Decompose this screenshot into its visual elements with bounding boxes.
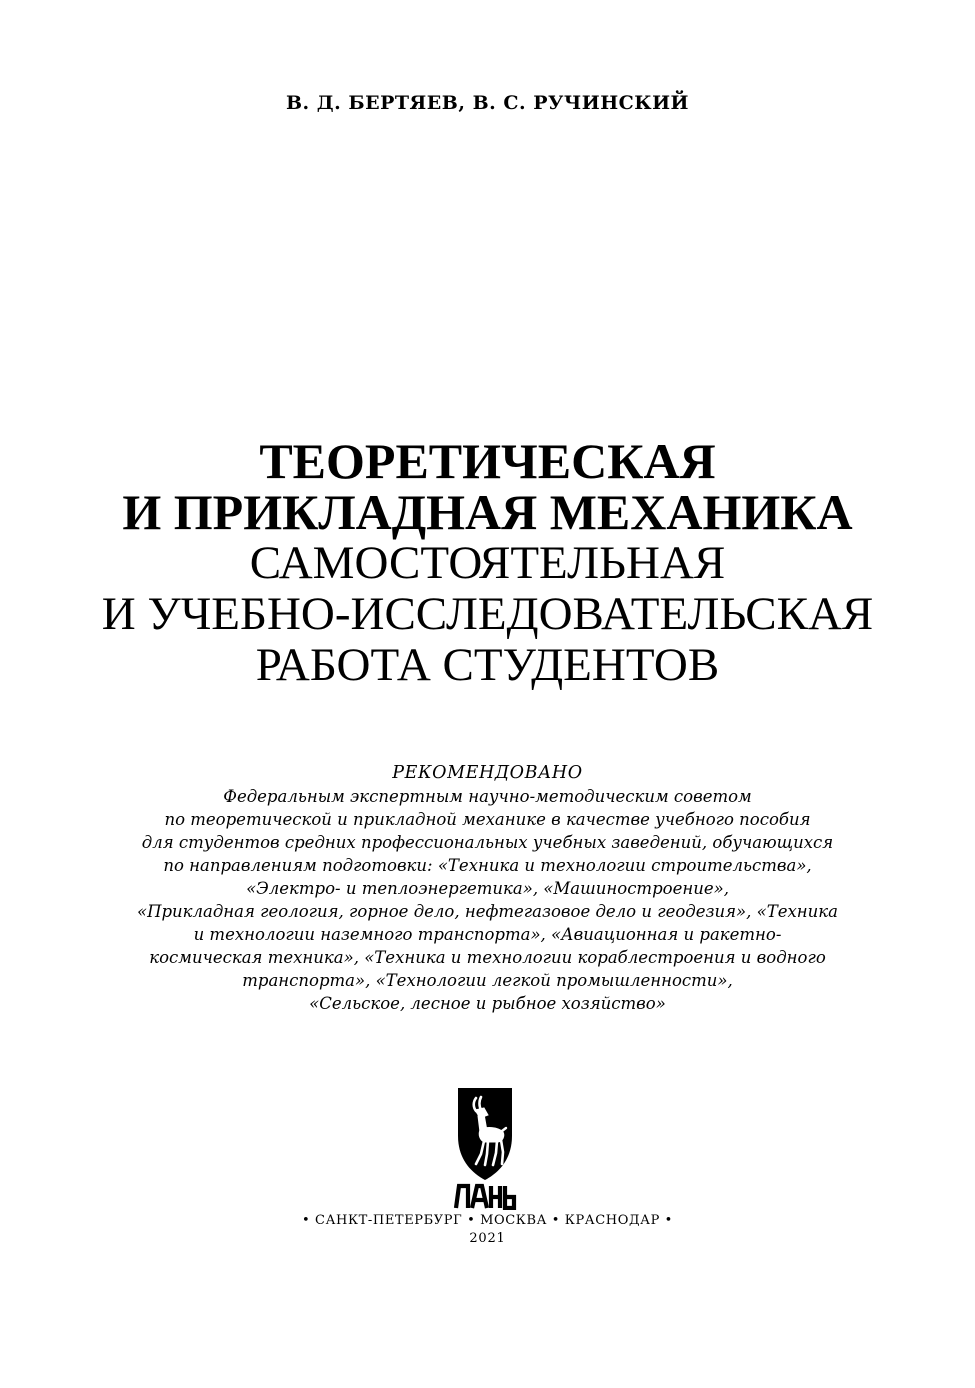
recommendation-line: по направлениям подготовки: «Техника и технологии строительства», bbox=[163, 856, 812, 875]
recommendation-line: космическая техника», «Техника и технологии кораблестроения и водного bbox=[149, 948, 826, 967]
recommendation-line: и технологии наземного транспорта», «Авиационная и ракетно- bbox=[193, 925, 782, 944]
recommendation-line: транспорта», «Технологии легкой промышленности», bbox=[242, 971, 733, 990]
recommendation-line: «Электро- и теплоэнергетика», «Машиностроение», bbox=[246, 879, 729, 898]
recommendation-line: для студентов средних профессиональных учебных заведений, обучающихся bbox=[141, 833, 834, 852]
book-title bbox=[0, 433, 975, 691]
authors: В. Д. БЕРТЯЕВ, В. С. РУЧИНСКИЙ bbox=[286, 92, 689, 114]
recommendation-line: по теоретической и прикладной механике в качестве учебного пособия bbox=[164, 810, 811, 829]
publication-year: 2021 bbox=[469, 1231, 506, 1246]
recommendation-line: «Сельское, лесное и рыбное хозяйство» bbox=[309, 994, 666, 1013]
lan-deer-shield-icon bbox=[450, 1086, 520, 1210]
title-main-line-1: ТЕОРЕТИЧЕСКАЯ bbox=[259, 433, 716, 489]
publisher-cities: • САНКТ-ПЕТЕРБУРГ • МОСКВА • КРАСНОДАР • bbox=[302, 1213, 673, 1228]
subtitle-line-1: САМОСТОЯТЕЛЬНАЯ bbox=[249, 537, 726, 589]
recommendation-line: «Прикладная геология, горное дело, нефтегазовое дело и геодезия», «Техника bbox=[136, 902, 838, 921]
recommendation-block bbox=[0, 762, 975, 1015]
subtitle-line-3: РАБОТА СТУДЕНТОВ bbox=[255, 639, 720, 691]
recommendation-line: Федеральным экспертным научно-методическим советом bbox=[223, 787, 752, 806]
title-main-line-2: И ПРИКЛАДНАЯ МЕХАНИКА bbox=[122, 484, 853, 540]
publisher-logo bbox=[450, 1086, 520, 1210]
subtitle-line-2: И УЧЕБНО-ИССЛЕДОВАТЕЛЬСКАЯ bbox=[101, 588, 874, 640]
recommendation-heading: РЕКОМЕНДОВАНО bbox=[392, 763, 583, 783]
